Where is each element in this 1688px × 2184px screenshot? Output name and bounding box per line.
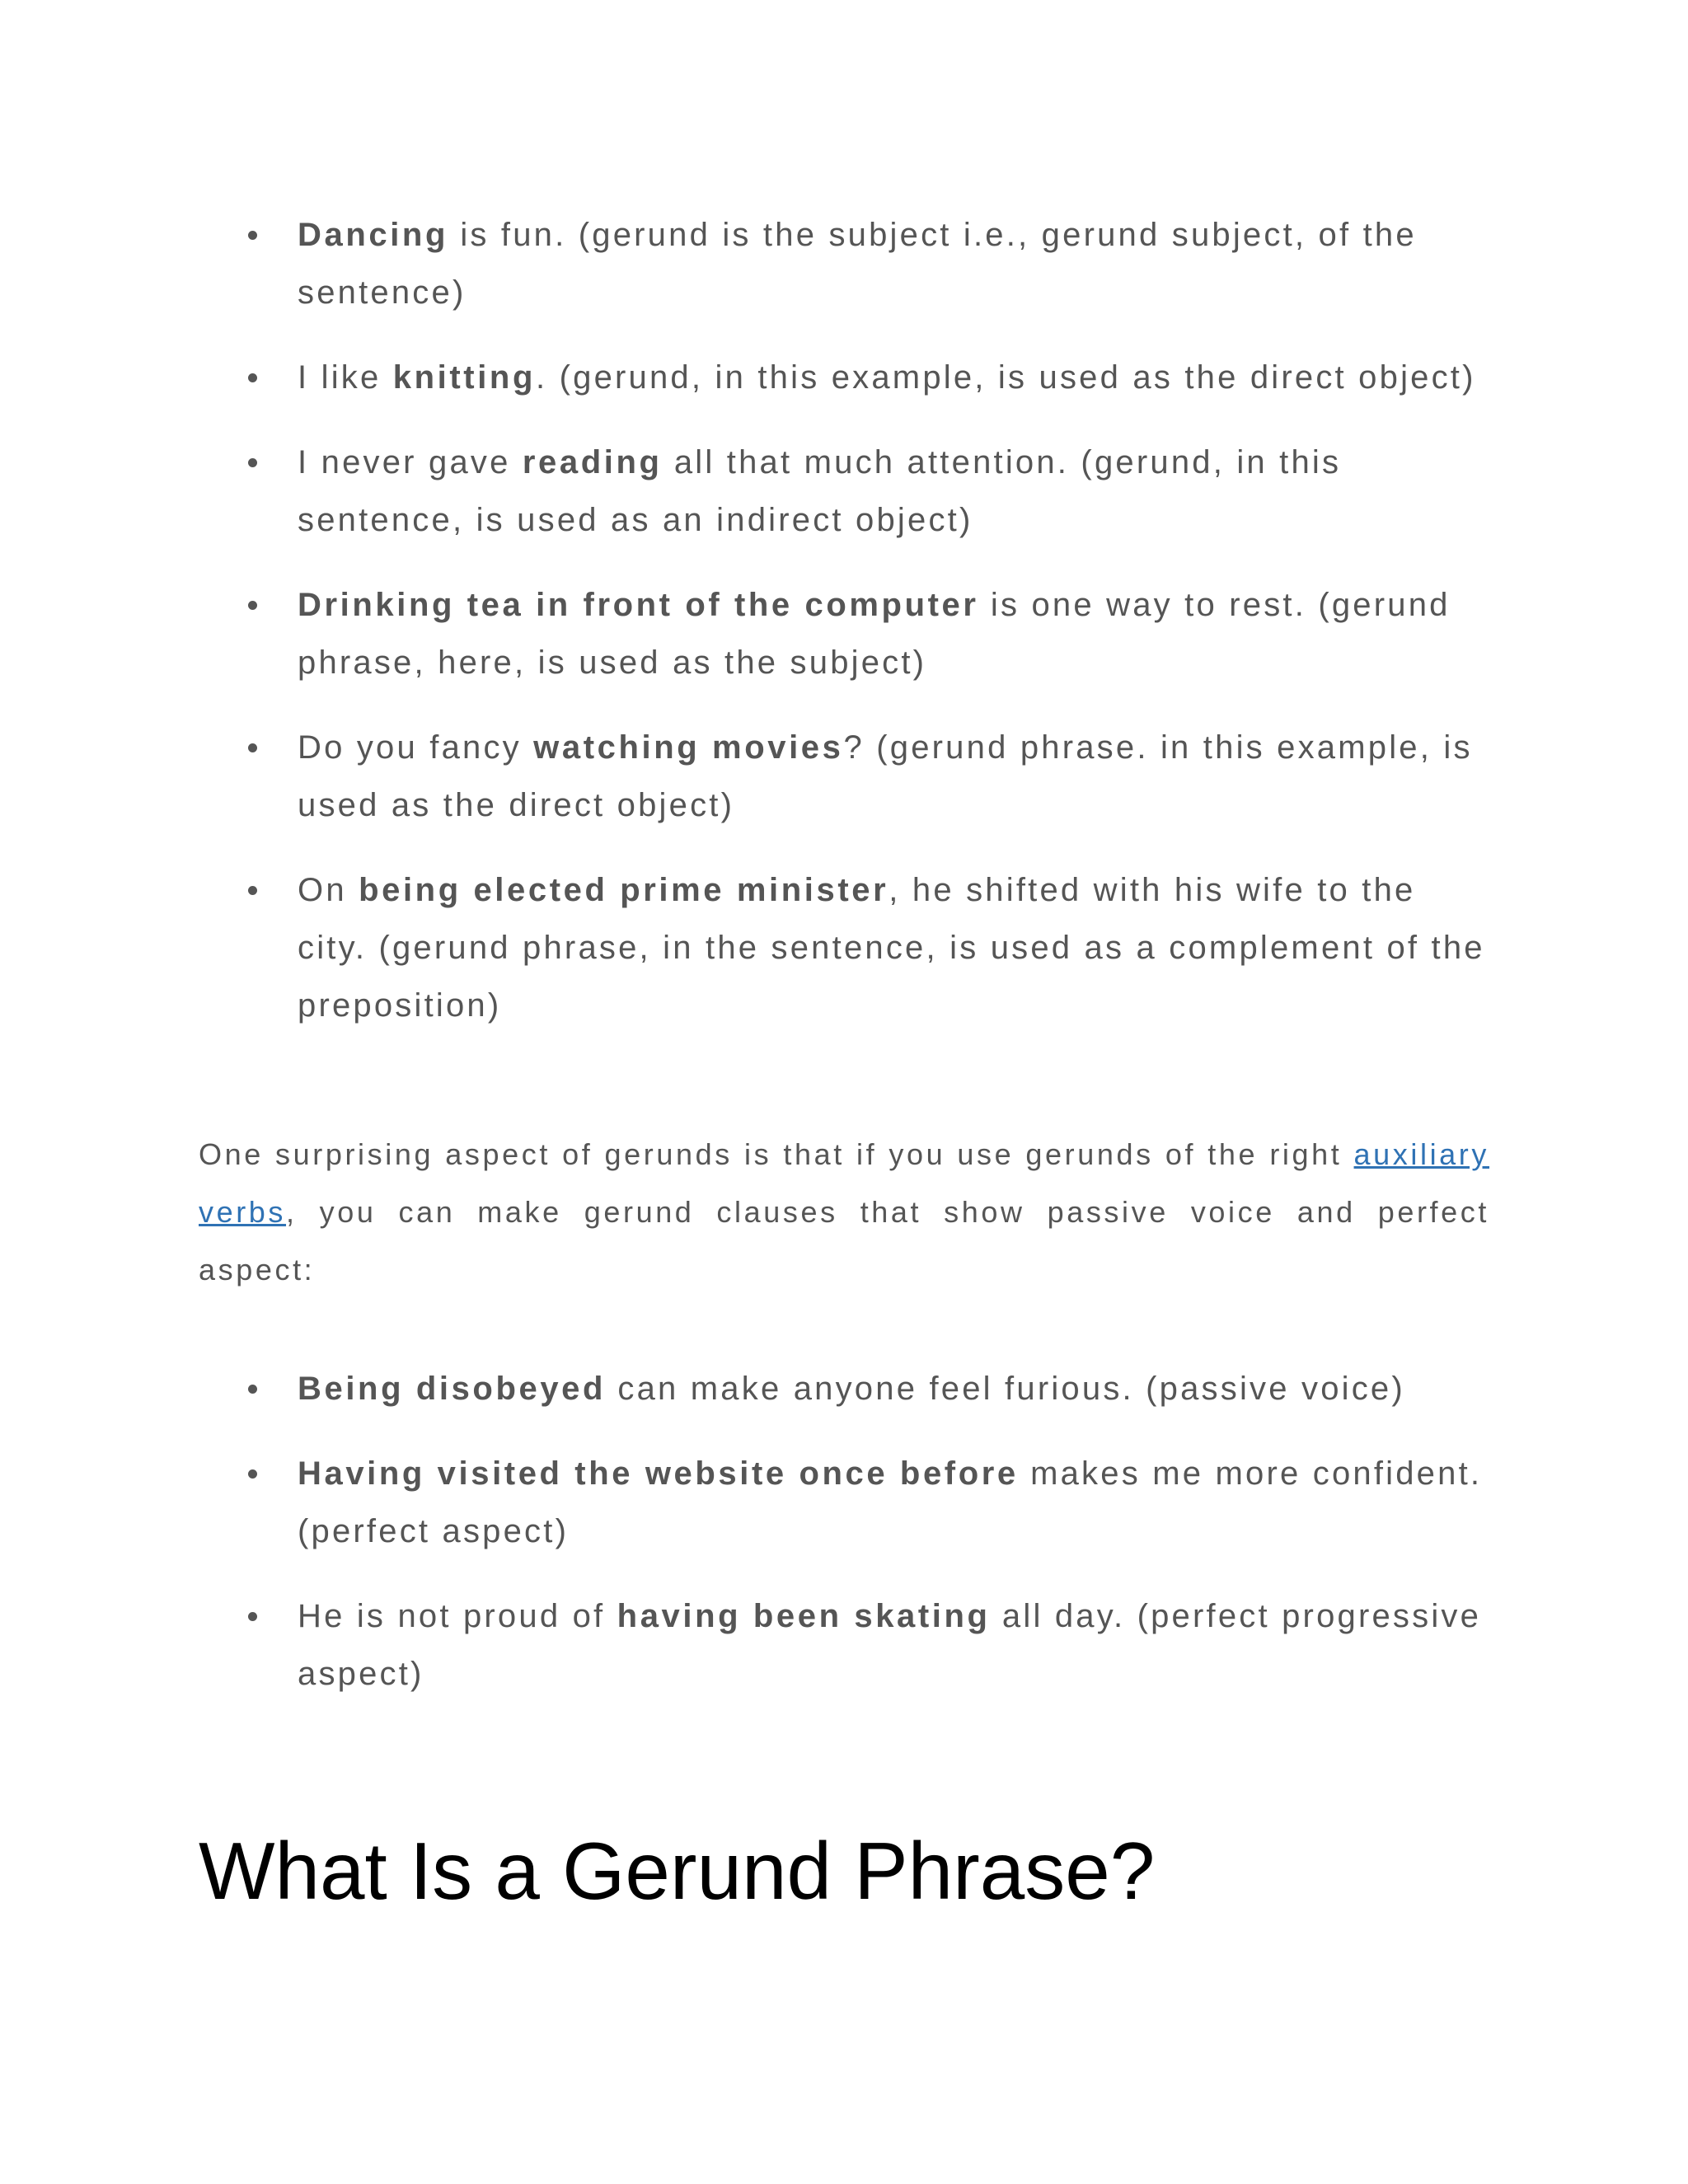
bullet-icon bbox=[248, 886, 257, 895]
list-item: Dancing is fun. (gerund is the subject i.e., gerund subject, of the sentence) bbox=[199, 206, 1493, 321]
bullet-icon bbox=[248, 601, 257, 610]
bullet-icon bbox=[248, 458, 257, 467]
list-item: On being elected prime minister, he shifted with his wife to the city. (gerund phrase, in the sentence, is used as a complement of the preposition) bbox=[199, 861, 1493, 1034]
list-item: Having visited the website once before makes me more confident. (perfect aspect) bbox=[199, 1445, 1493, 1560]
auxiliary-verbs-link[interactable]: auxiliary verbs bbox=[199, 1137, 1489, 1229]
bullet-icon bbox=[248, 1469, 257, 1479]
section-heading: What Is a Gerund Phrase? bbox=[199, 1825, 1156, 1916]
bullet-icon bbox=[248, 1385, 257, 1394]
gerund-examples-list bbox=[199, 206, 1493, 1062]
bullet-icon bbox=[248, 1612, 257, 1621]
body-paragraph: One surprising aspect of gerunds is that if you use gerunds of the right auxiliary verbs, you can make gerund clauses that show passive voice and perfect aspect: bbox=[199, 1137, 1489, 1286]
list-item: Do you fancy watching movies? (gerund phrase. in this example, is used as the direct object) bbox=[199, 719, 1493, 834]
list-item: I like knitting. (gerund, in this example, is used as the direct object) bbox=[199, 349, 1493, 406]
list-item: I never gave reading all that much attention. (gerund, in this sentence, is used as an indirect object) bbox=[199, 434, 1493, 549]
list-item: He is not proud of having been skating all day. (perfect progressive aspect) bbox=[199, 1587, 1493, 1703]
bullet-icon bbox=[248, 373, 257, 382]
bullet-icon bbox=[248, 231, 257, 240]
list-item: Being disobeyed can make anyone feel furious. (passive voice) bbox=[199, 1360, 1493, 1418]
gerund-aspect-list bbox=[199, 1360, 1493, 1730]
list-item: Drinking tea in front of the computer is one way to rest. (gerund phrase, here, is used as the subject) bbox=[199, 576, 1493, 691]
bullet-icon bbox=[248, 743, 257, 752]
